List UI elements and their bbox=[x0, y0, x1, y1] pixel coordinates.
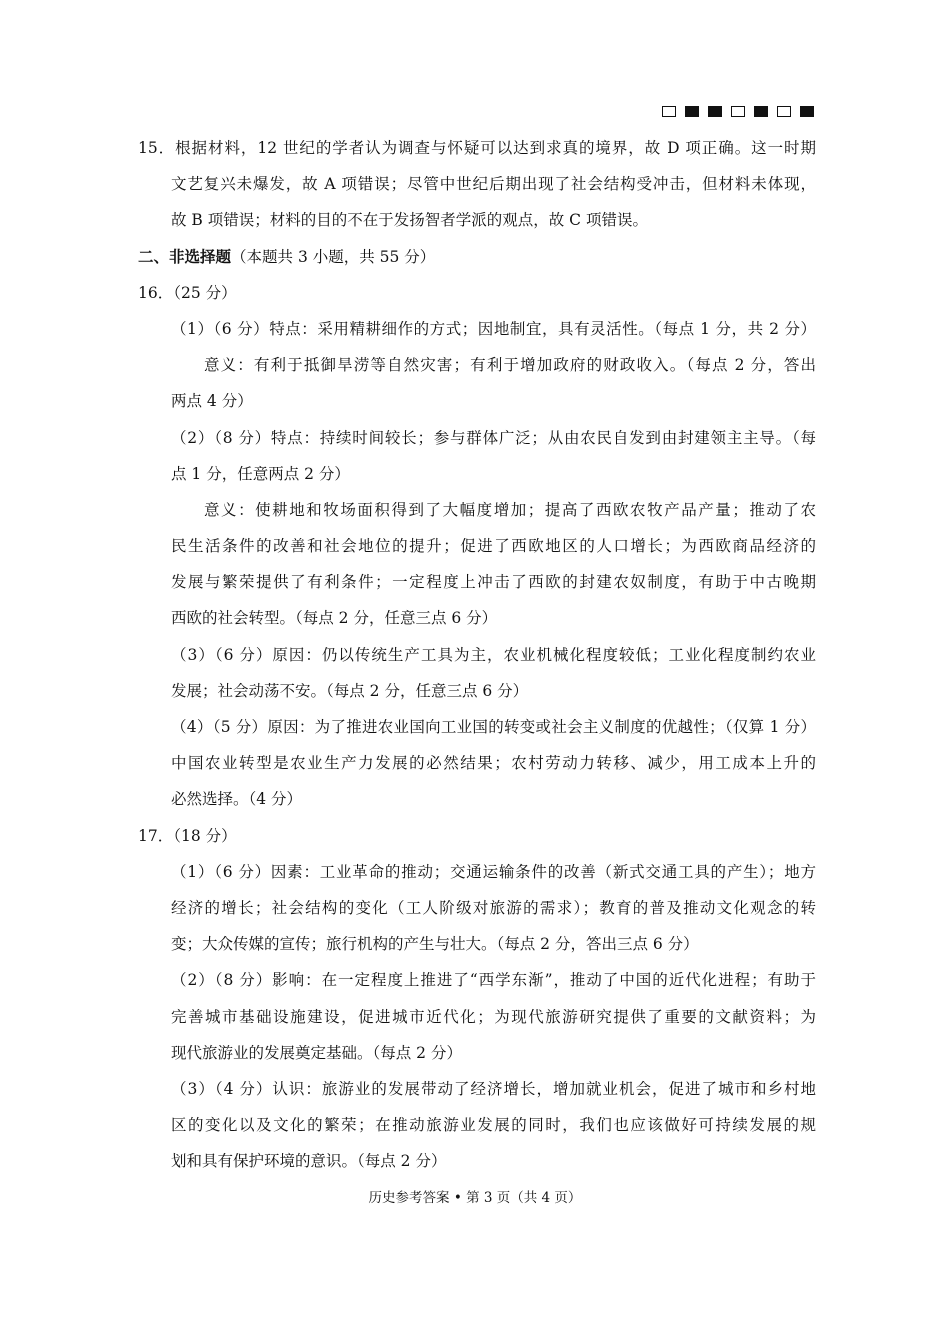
text-line: 现代旅游业的发展奠定基础。（每点 2 分） bbox=[171, 1043, 462, 1062]
header-marks bbox=[662, 106, 814, 117]
header-mark bbox=[708, 106, 722, 117]
text-line: 发展；社会动荡不安。（每点 2 分，任意三点 6 分） bbox=[171, 681, 529, 700]
text-line: （3）（4 分）认识：旅游业的发展带动了经济增长，增加就业机会，促进了城市和乡村地 bbox=[171, 1079, 816, 1098]
text-line: 划和具有保护环境的意识。（每点 2 分） bbox=[171, 1152, 447, 1171]
header-mark bbox=[685, 106, 699, 117]
header-mark bbox=[662, 106, 676, 117]
answer-content bbox=[138, 130, 816, 1179]
page-footer: 历史参考答案 • 第 3 页（共 4 页） bbox=[368, 1190, 582, 1206]
text-line: （1）（6 分）特点：采用精耕细作的方式；因地制宜，具有灵活性。（每点 1 分，共 2 分） bbox=[171, 319, 816, 338]
text-line: 区的变化以及文化的繁荣；在推动旅游业发展的同时，我们也应该做好可持续发展的规 bbox=[171, 1116, 816, 1135]
text-line: 意义：使耕地和牧场面积得到了大幅度增加；提高了西欧农牧产品产量；推动了农 bbox=[204, 500, 816, 519]
text-line: 中国农业转型是农业生产力发展的必然结果；农村劳动力转移、减少，用工成本上升的 bbox=[171, 754, 816, 773]
text-line: 变；大众传媒的宣传；旅行机构的产生与壮大。（每点 2 分，答出三点 6 分） bbox=[171, 935, 699, 954]
header-mark bbox=[777, 106, 791, 117]
text-line: 17．（18 分） bbox=[138, 826, 237, 845]
text-line: 经济的增长；社会结构的变化（工人阶级对旅游的需求）；教育的普及推动文化观念的转 bbox=[171, 898, 816, 917]
section-note: （本题共 3 小题，共 55 分） bbox=[231, 247, 436, 266]
text-line: （3）（6 分）原因：仍以传统生产工具为主，农业机械化程度较低；工业化程度制约农业 bbox=[171, 645, 816, 664]
text-line: 必然选择。（4 分） bbox=[171, 790, 303, 809]
text-line: 15．根据材料，12 世纪的学者认为调查与怀疑可以达到求真的境界，故 D 项正确。这一时期 bbox=[138, 139, 816, 157]
text-line: 完善城市基础设施建设，促进城市近代化；为现代旅游研究提供了重要的文献资料；为 bbox=[171, 1007, 816, 1026]
text-line: （1）（6 分）因素：工业革命的推动；交通运输条件的改善（新式交通工具的产生）；地方 bbox=[171, 862, 816, 881]
text-line: 发展与繁荣提供了有利条件；一定程度上冲击了西欧的封建农奴制度，有助于中古晚期 bbox=[171, 573, 816, 592]
text-line: 文艺复兴未爆发，故 A 项错误；尽管中世纪后期出现了社会结构受冲击，但材料未体现， bbox=[171, 175, 816, 194]
section-heading bbox=[138, 239, 816, 275]
text-line: （4）（5 分）原因：为了推进农业国向工业国的转变或社会主义制度的优越性；（仅算 1 分） bbox=[171, 718, 816, 736]
text-line: 两点 4 分） bbox=[171, 392, 253, 411]
text-line: （2）（8 分）影响：在一定程度上推进了“西学东渐”，推动了中国的近代化进程；有助于 bbox=[171, 971, 816, 990]
text-line: 民生活条件的改善和社会地位的提升；促进了西欧地区的人口增长；为西欧商品经济的 bbox=[171, 537, 816, 556]
text-line: 意义：有利于抵御旱涝等自然灾害；有利于增加政府的财政收入。（每点 2 分，答出 bbox=[204, 356, 816, 375]
header-mark bbox=[731, 106, 745, 117]
text-line: 西欧的社会转型。（每点 2 分，任意三点 6 分） bbox=[171, 609, 498, 628]
text-line: 16．（25 分） bbox=[138, 283, 237, 302]
text-line: 故 B 项错误；材料的目的不在于发扬智者学派的观点，故 C 项错误。 bbox=[171, 211, 648, 230]
text-line: 点 1 分，任意两点 2 分） bbox=[171, 464, 350, 483]
header-mark bbox=[800, 106, 814, 117]
header-mark bbox=[754, 106, 768, 117]
text-line: （2）（8 分）特点：持续时间较长；参与群体广泛；从由农民自发到由封建领主主导。（每 bbox=[171, 428, 816, 447]
section-title: 二、非选择题 bbox=[138, 246, 232, 266]
